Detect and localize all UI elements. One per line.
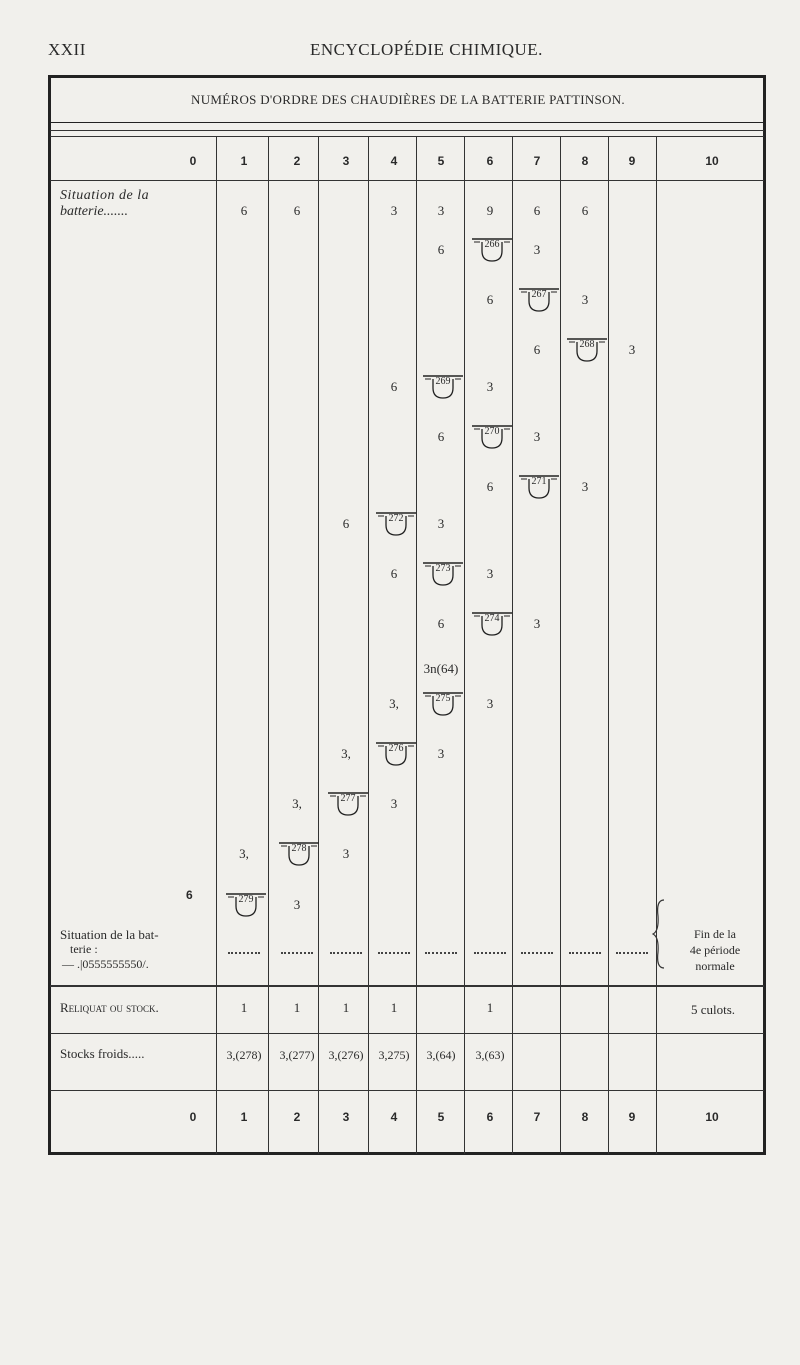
- column-number: 0: [189, 1110, 197, 1124]
- cell-value: 6: [240, 203, 248, 218]
- reliquat-value: 1: [240, 1000, 248, 1015]
- column-line: [268, 136, 269, 1154]
- step-right-value: 3: [293, 897, 301, 912]
- column-number: 6: [486, 1110, 494, 1124]
- column-number: 5: [437, 1110, 445, 1124]
- step-left-value: 6: [437, 616, 445, 631]
- reliquat-value: 1: [342, 1000, 350, 1015]
- row-label-bottom-2: terie :: [70, 942, 98, 956]
- step-right-value: 3: [437, 746, 445, 761]
- reliquat-value: 1: [390, 1000, 398, 1015]
- row-label-top-1: Situation de la: [60, 188, 150, 203]
- column-number: 4: [390, 1110, 398, 1124]
- column-line: [560, 136, 561, 1154]
- reliquat-total: 5 culots.: [690, 1002, 736, 1017]
- kettle-number: 277: [340, 793, 356, 804]
- step-left-value: 6: [342, 516, 350, 531]
- kettle-number: 267: [531, 289, 547, 300]
- end-note-line: Fin de la: [694, 927, 736, 941]
- kettle-icon: [328, 791, 364, 813]
- column-number: 1: [240, 1110, 248, 1124]
- kettle-number: 268: [579, 339, 595, 350]
- step-left-value: 3,: [389, 696, 399, 711]
- stock-value: 3,(278): [226, 1048, 262, 1062]
- step-right-value: 3: [533, 616, 541, 631]
- kettle-number: 279: [238, 894, 254, 905]
- step-left-value: 6: [390, 566, 398, 581]
- column-number: 8: [581, 1110, 589, 1124]
- step-left-value: 6: [437, 429, 445, 444]
- kettle-icon: [226, 892, 262, 914]
- dotted-leader: [378, 952, 410, 954]
- step-left-value: 3,: [292, 796, 302, 811]
- kettle-icon: [423, 374, 459, 396]
- column-number: 1: [240, 154, 248, 168]
- kettle-number: 274: [484, 613, 500, 624]
- step-left-value: 3,: [239, 846, 249, 861]
- cell-value: 6: [533, 203, 541, 218]
- kettle-number: 278: [291, 843, 307, 854]
- step-left-value: 6: [390, 379, 398, 394]
- kettle-icon: [376, 511, 412, 533]
- step-left-value: 3,: [341, 746, 351, 761]
- column-line: [216, 136, 217, 1154]
- reliquat-value: 1: [293, 1000, 301, 1015]
- step-left-value: 6: [486, 292, 494, 307]
- kettle-icon: [472, 237, 508, 259]
- column-number: 3: [342, 154, 350, 168]
- column-number: 5: [437, 154, 445, 168]
- step-left-value: 6: [533, 342, 541, 357]
- dotted-leader: [521, 952, 553, 954]
- kettle-icon: [279, 841, 315, 863]
- dotted-leader: [569, 952, 601, 954]
- column-number: 9: [628, 1110, 636, 1124]
- kettle-icon: [519, 287, 555, 309]
- step-note: 3n(64): [423, 661, 459, 676]
- step-right-value: 3: [628, 342, 636, 357]
- step-right-value: 3: [533, 242, 541, 257]
- divider: [50, 122, 764, 123]
- column-number: 8: [581, 154, 589, 168]
- running-title: ENCYCLOPÉDIE CHIMIQUE.: [310, 40, 543, 59]
- column-line: [464, 136, 465, 1154]
- stock-value: 3,(64): [426, 1048, 456, 1062]
- table-frame: [48, 75, 766, 1155]
- dotted-leader: [330, 952, 362, 954]
- column-number: 4: [390, 154, 398, 168]
- cell-value: 9: [486, 203, 494, 218]
- column-number: 7: [533, 1110, 541, 1124]
- row-label-bottom-1: Situation de la bat-: [60, 927, 159, 942]
- reliquat-value: 1: [486, 1000, 494, 1015]
- column-line: [318, 136, 319, 1154]
- column-number: 7: [533, 154, 541, 168]
- step-right-value: 3: [533, 429, 541, 444]
- step-right-value: 3: [390, 796, 398, 811]
- column-number: 2: [293, 1110, 301, 1124]
- cell-value: 6: [293, 203, 301, 218]
- kettle-number: 273: [435, 563, 451, 574]
- row-label-top-2: batterie.......: [60, 204, 129, 219]
- kettle-number: 266: [484, 239, 500, 250]
- kettle-number: 270: [484, 426, 500, 437]
- kettle-icon: [376, 741, 412, 763]
- column-line: [416, 136, 417, 1154]
- dotted-leader: [281, 952, 313, 954]
- column-number: 10: [705, 1110, 719, 1124]
- stocks-label: Stocks froids.....: [60, 1046, 145, 1061]
- step-right-value: 3: [486, 696, 494, 711]
- page-number: XXII: [48, 40, 86, 59]
- step-right-value: 3: [342, 846, 350, 861]
- kettle-icon: [472, 424, 508, 446]
- column-line: [368, 136, 369, 1154]
- brace-icon: [652, 898, 666, 970]
- cell-value: 3: [437, 203, 445, 218]
- kettle-icon: [519, 474, 555, 496]
- step-right-value: 3: [486, 379, 494, 394]
- kettle-icon: [423, 561, 459, 583]
- dotted-leader: [616, 952, 648, 954]
- cell-value: 3: [390, 203, 398, 218]
- stock-value: 3,(63): [475, 1048, 505, 1062]
- column-number: 2: [293, 154, 301, 168]
- column-line: [656, 136, 657, 1154]
- column-number: 0: [189, 154, 197, 168]
- step-left-value: 6: [437, 242, 445, 257]
- step-right-value: 3: [437, 516, 445, 531]
- column-number: 6: [486, 154, 494, 168]
- cell-value: 6: [581, 203, 589, 218]
- bottom-mark: 6: [186, 888, 193, 902]
- kettle-number: 271: [531, 476, 547, 487]
- column-number: 9: [628, 154, 636, 168]
- stock-value: 3,(276): [328, 1048, 364, 1062]
- step-right-value: 3: [581, 479, 589, 494]
- column-line: [512, 136, 513, 1154]
- kettle-number: 275: [435, 693, 451, 704]
- kettle-number: 276: [388, 743, 404, 754]
- dotted-leader: [228, 952, 260, 954]
- column-line: [608, 136, 609, 1154]
- kettle-icon: [472, 611, 508, 633]
- step-left-value: 6: [486, 479, 494, 494]
- kettle-icon: [567, 337, 603, 359]
- step-right-value: 3: [486, 566, 494, 581]
- reliquat-label: Reliquat ou stock.: [60, 1000, 159, 1015]
- stock-value: 3,275): [378, 1048, 410, 1062]
- row-label-bottom-3: — .|0555555550/.: [62, 957, 149, 971]
- stock-value: 3,(277): [279, 1048, 315, 1062]
- end-note-line: normale: [695, 959, 735, 973]
- dotted-leader: [425, 952, 457, 954]
- dotted-leader: [474, 952, 506, 954]
- end-note: [670, 926, 760, 974]
- end-note-line: 4e période: [689, 943, 741, 957]
- kettle-number: 272: [388, 513, 404, 524]
- divider: [50, 130, 764, 131]
- table-title: NUMÉROS D'ORDRE DES CHAUDIÈRES DE LA BATTERIE PATTINSON.: [191, 92, 625, 107]
- step-right-value: 3: [581, 292, 589, 307]
- column-number: 3: [342, 1110, 350, 1124]
- kettle-icon: [423, 691, 459, 713]
- kettle-number: 269: [435, 376, 451, 387]
- column-number: 10: [705, 154, 719, 168]
